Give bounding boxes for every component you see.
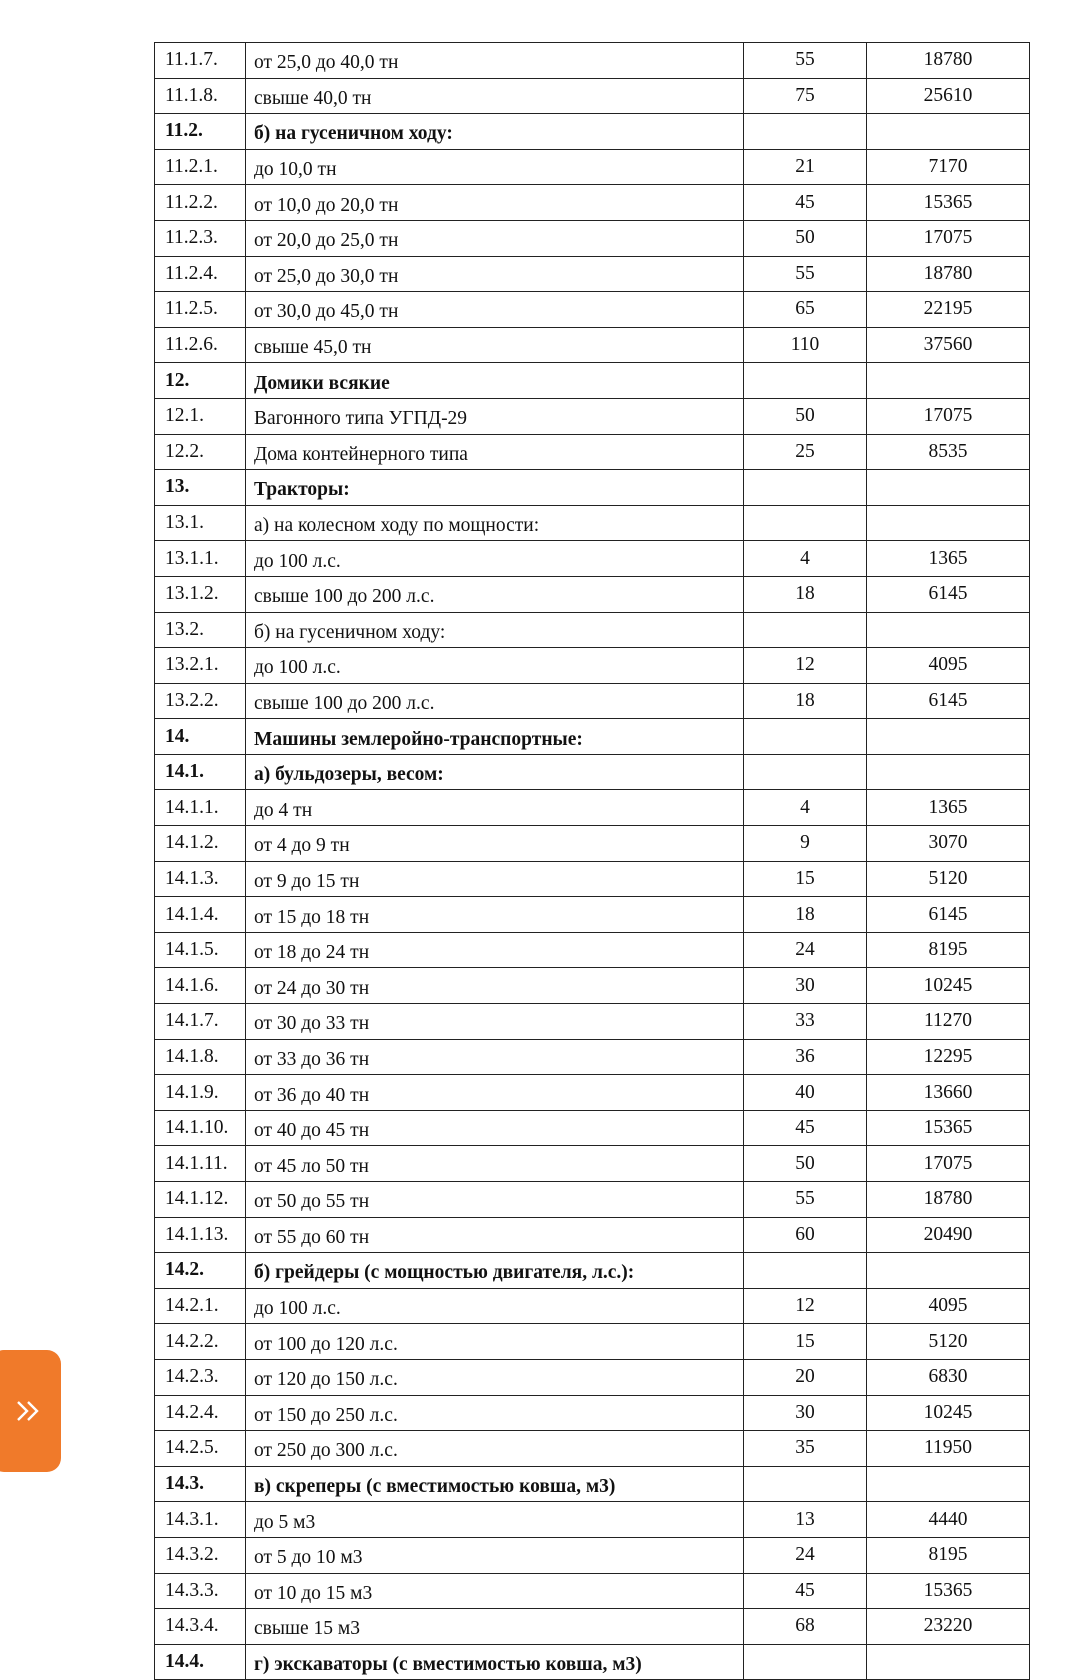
row-value-2 <box>867 363 1030 399</box>
table-row <box>155 719 1030 755</box>
row-value-2: 5120 <box>867 1324 1030 1360</box>
table-row <box>155 1324 1030 1360</box>
row-number: 14.2. <box>155 1253 246 1289</box>
row-value-1 <box>744 363 867 399</box>
row-name: от 10 до 15 м3 <box>246 1573 744 1609</box>
table-row <box>155 256 1030 292</box>
row-name: от 55 до 60 тн <box>246 1217 744 1253</box>
table-row <box>155 897 1030 933</box>
row-value-1: 30 <box>744 1395 867 1431</box>
row-number: 14.2.5. <box>155 1431 246 1467</box>
table-row <box>155 648 1030 684</box>
row-number: 14.3.2. <box>155 1537 246 1573</box>
row-name: до 10,0 тн <box>246 149 744 185</box>
row-number: 12.1. <box>155 398 246 434</box>
side-nav-tab[interactable] <box>0 1350 61 1472</box>
row-number: 14.1.6. <box>155 968 246 1004</box>
row-value-1 <box>744 470 867 506</box>
table-row <box>155 220 1030 256</box>
row-name: б) на гусеничном ходу: <box>246 612 744 648</box>
row-number: 14.1.12. <box>155 1182 246 1218</box>
row-number: 14.1.9. <box>155 1075 246 1111</box>
row-number: 13.1.2. <box>155 576 246 612</box>
row-value-2: 11270 <box>867 1004 1030 1040</box>
row-value-1 <box>744 612 867 648</box>
table-row <box>155 363 1030 399</box>
row-number: 11.2. <box>155 114 246 150</box>
table-row <box>155 861 1030 897</box>
table-row <box>155 434 1030 470</box>
row-value-2: 8195 <box>867 932 1030 968</box>
row-name: свыше 45,0 тн <box>246 327 744 363</box>
row-name: от 33 до 36 тн <box>246 1039 744 1075</box>
double-chevron-right-icon <box>14 1396 44 1426</box>
row-number: 13. <box>155 470 246 506</box>
table-row <box>155 541 1030 577</box>
row-value-2: 17075 <box>867 398 1030 434</box>
row-value-1 <box>744 114 867 150</box>
table-row <box>155 576 1030 612</box>
table-row <box>155 1466 1030 1502</box>
row-name: Машины землеройно-транспортные: <box>246 719 744 755</box>
row-value-1: 110 <box>744 327 867 363</box>
table-row <box>155 1039 1030 1075</box>
row-value-1: 4 <box>744 541 867 577</box>
row-number: 13.2. <box>155 612 246 648</box>
row-name: от 18 до 24 тн <box>246 932 744 968</box>
row-name: от 20,0 до 25,0 тн <box>246 220 744 256</box>
row-value-1: 12 <box>744 648 867 684</box>
row-value-2: 11950 <box>867 1431 1030 1467</box>
table-row <box>155 505 1030 541</box>
row-value-2 <box>867 1466 1030 1502</box>
row-value-2: 1365 <box>867 541 1030 577</box>
table-row <box>155 1609 1030 1645</box>
row-value-2: 7170 <box>867 149 1030 185</box>
row-number: 12.2. <box>155 434 246 470</box>
row-name: б) грейдеры (с мощностью двигателя, л.с.): <box>246 1253 744 1289</box>
row-number: 14.3.3. <box>155 1573 246 1609</box>
row-name: от 5 до 10 м3 <box>246 1537 744 1573</box>
table-row <box>155 1217 1030 1253</box>
row-value-2: 17075 <box>867 1146 1030 1182</box>
row-name: свыше 15 м3 <box>246 1609 744 1645</box>
row-name: б) на гусеничном ходу: <box>246 114 744 150</box>
price-table-body <box>155 43 1030 1680</box>
row-name: до 100 л.с. <box>246 1288 744 1324</box>
row-name: Домики всякие <box>246 363 744 399</box>
table-row <box>155 327 1030 363</box>
table-row <box>155 1146 1030 1182</box>
row-name: свыше 100 до 200 л.с. <box>246 683 744 719</box>
table-row <box>155 754 1030 790</box>
row-number: 14.1.8. <box>155 1039 246 1075</box>
row-value-2: 4095 <box>867 648 1030 684</box>
row-number: 14.1.5. <box>155 932 246 968</box>
row-value-1: 9 <box>744 826 867 862</box>
row-number: 14.1.2. <box>155 826 246 862</box>
row-name: до 100 л.с. <box>246 648 744 684</box>
row-name: в) скреперы (с вместимостью ковша, м3) <box>246 1466 744 1502</box>
row-value-1: 50 <box>744 398 867 434</box>
row-name: от 250 до 300 л.с. <box>246 1431 744 1467</box>
row-number: 14.2.3. <box>155 1359 246 1395</box>
row-name: от 30 до 33 тн <box>246 1004 744 1040</box>
row-value-2: 25610 <box>867 78 1030 114</box>
row-value-1: 45 <box>744 185 867 221</box>
row-value-1 <box>744 1253 867 1289</box>
row-value-1: 75 <box>744 78 867 114</box>
row-number: 14.1.11. <box>155 1146 246 1182</box>
row-name: свыше 40,0 тн <box>246 78 744 114</box>
row-value-1: 33 <box>744 1004 867 1040</box>
row-value-1: 50 <box>744 220 867 256</box>
row-number: 13.1.1. <box>155 541 246 577</box>
row-value-1 <box>744 1644 867 1680</box>
table-row <box>155 149 1030 185</box>
row-value-1 <box>744 719 867 755</box>
row-value-2 <box>867 612 1030 648</box>
row-value-2: 10245 <box>867 1395 1030 1431</box>
row-value-1: 25 <box>744 434 867 470</box>
row-number: 14.3. <box>155 1466 246 1502</box>
row-name: от 50 до 55 тн <box>246 1182 744 1218</box>
row-number: 11.2.3. <box>155 220 246 256</box>
row-number: 13.2.2. <box>155 683 246 719</box>
table-row <box>155 1537 1030 1573</box>
row-number: 11.2.6. <box>155 327 246 363</box>
row-value-2 <box>867 1644 1030 1680</box>
row-name: от 45 ло 50 тн <box>246 1146 744 1182</box>
row-value-2: 1365 <box>867 790 1030 826</box>
row-value-1: 18 <box>744 683 867 719</box>
table-row <box>155 1431 1030 1467</box>
row-value-1: 36 <box>744 1039 867 1075</box>
row-value-1: 18 <box>744 576 867 612</box>
row-value-1 <box>744 505 867 541</box>
row-name: от 150 до 250 л.с. <box>246 1395 744 1431</box>
row-value-1: 12 <box>744 1288 867 1324</box>
table-row <box>155 292 1030 328</box>
row-number: 11.2.1. <box>155 149 246 185</box>
row-value-2: 10245 <box>867 968 1030 1004</box>
row-name: от 100 до 120 л.с. <box>246 1324 744 1360</box>
table-row <box>155 1253 1030 1289</box>
row-name: от 15 до 18 тн <box>246 897 744 933</box>
row-value-1 <box>744 1466 867 1502</box>
row-value-1: 30 <box>744 968 867 1004</box>
row-name: от 4 до 9 тн <box>246 826 744 862</box>
row-name: Вагонного типа УГПД-29 <box>246 398 744 434</box>
row-number: 13.2.1. <box>155 648 246 684</box>
row-value-1: 35 <box>744 1431 867 1467</box>
row-value-1: 13 <box>744 1502 867 1538</box>
row-value-2: 4095 <box>867 1288 1030 1324</box>
table-row <box>155 1075 1030 1111</box>
row-value-1: 60 <box>744 1217 867 1253</box>
row-value-2: 8195 <box>867 1537 1030 1573</box>
row-value-1: 21 <box>744 149 867 185</box>
table-row <box>155 1395 1030 1431</box>
row-value-2 <box>867 114 1030 150</box>
table-row <box>155 1573 1030 1609</box>
row-value-2: 37560 <box>867 327 1030 363</box>
row-number: 11.1.8. <box>155 78 246 114</box>
row-name: г) экскаваторы (с вместимостью ковша, м3) <box>246 1644 744 1680</box>
row-value-2: 18780 <box>867 43 1030 79</box>
row-number: 14.4. <box>155 1644 246 1680</box>
table-row <box>155 968 1030 1004</box>
row-value-1: 55 <box>744 256 867 292</box>
table-row <box>155 932 1030 968</box>
row-value-2: 18780 <box>867 256 1030 292</box>
table-row <box>155 683 1030 719</box>
row-value-2: 5120 <box>867 861 1030 897</box>
row-value-1: 68 <box>744 1609 867 1645</box>
row-name: до 100 л.с. <box>246 541 744 577</box>
row-number: 14.1.10. <box>155 1110 246 1146</box>
row-value-1: 65 <box>744 292 867 328</box>
row-value-1: 40 <box>744 1075 867 1111</box>
row-value-2 <box>867 505 1030 541</box>
row-value-1: 18 <box>744 897 867 933</box>
row-number: 14. <box>155 719 246 755</box>
table-row <box>155 826 1030 862</box>
row-value-2 <box>867 719 1030 755</box>
row-value-2: 15365 <box>867 1110 1030 1146</box>
row-name: а) бульдозеры, весом: <box>246 754 744 790</box>
row-name: от 24 до 30 тн <box>246 968 744 1004</box>
row-number: 11.2.4. <box>155 256 246 292</box>
row-number: 14.1.1. <box>155 790 246 826</box>
table-row <box>155 114 1030 150</box>
row-number: 14.2.4. <box>155 1395 246 1431</box>
row-number: 13.1. <box>155 505 246 541</box>
table-row <box>155 612 1030 648</box>
row-value-2: 3070 <box>867 826 1030 862</box>
row-value-1: 15 <box>744 861 867 897</box>
row-value-2: 6145 <box>867 897 1030 933</box>
row-name: от 10,0 до 20,0 тн <box>246 185 744 221</box>
row-number: 14.1.3. <box>155 861 246 897</box>
table-row <box>155 790 1030 826</box>
row-name: а) на колесном ходу по мощности: <box>246 505 744 541</box>
row-number: 14.3.4. <box>155 1609 246 1645</box>
row-value-1: 24 <box>744 1537 867 1573</box>
row-value-1 <box>744 754 867 790</box>
row-value-1: 24 <box>744 932 867 968</box>
table-row <box>155 1359 1030 1395</box>
row-value-2 <box>867 754 1030 790</box>
row-name: Тракторы: <box>246 470 744 506</box>
row-number: 12. <box>155 363 246 399</box>
row-value-2: 17075 <box>867 220 1030 256</box>
table-row <box>155 1182 1030 1218</box>
table-row <box>155 470 1030 506</box>
row-number: 14.2.2. <box>155 1324 246 1360</box>
row-number: 14.2.1. <box>155 1288 246 1324</box>
row-name: до 4 тн <box>246 790 744 826</box>
row-value-2: 12295 <box>867 1039 1030 1075</box>
row-number: 14.1. <box>155 754 246 790</box>
row-name: до 5 м3 <box>246 1502 744 1538</box>
row-name: от 36 до 40 тн <box>246 1075 744 1111</box>
row-value-1: 4 <box>744 790 867 826</box>
row-value-2: 18780 <box>867 1182 1030 1218</box>
row-name: от 120 до 150 л.с. <box>246 1359 744 1395</box>
row-value-2: 4440 <box>867 1502 1030 1538</box>
row-name: от 40 до 45 тн <box>246 1110 744 1146</box>
table-row <box>155 185 1030 221</box>
row-number: 14.3.1. <box>155 1502 246 1538</box>
row-value-2: 22195 <box>867 292 1030 328</box>
row-value-2: 8535 <box>867 434 1030 470</box>
row-value-1: 50 <box>744 1146 867 1182</box>
table-row <box>155 1110 1030 1146</box>
row-value-2: 6145 <box>867 576 1030 612</box>
row-value-2 <box>867 470 1030 506</box>
row-value-1: 45 <box>744 1573 867 1609</box>
row-name: от 25,0 до 40,0 тн <box>246 43 744 79</box>
row-number: 14.1.4. <box>155 897 246 933</box>
row-name: от 30,0 до 45,0 тн <box>246 292 744 328</box>
row-number: 11.1.7. <box>155 43 246 79</box>
table-row <box>155 1004 1030 1040</box>
row-value-1: 55 <box>744 1182 867 1218</box>
row-value-1: 55 <box>744 43 867 79</box>
row-value-2 <box>867 1253 1030 1289</box>
table-row <box>155 78 1030 114</box>
row-name: от 25,0 до 30,0 тн <box>246 256 744 292</box>
row-number: 14.1.7. <box>155 1004 246 1040</box>
row-value-1: 15 <box>744 1324 867 1360</box>
price-table <box>154 42 1030 1680</box>
row-number: 11.2.5. <box>155 292 246 328</box>
row-value-2: 6830 <box>867 1359 1030 1395</box>
table-row <box>155 1644 1030 1680</box>
table-row <box>155 1288 1030 1324</box>
row-value-2: 15365 <box>867 185 1030 221</box>
row-value-1: 20 <box>744 1359 867 1395</box>
row-value-2: 23220 <box>867 1609 1030 1645</box>
table-row <box>155 1502 1030 1538</box>
table-row <box>155 43 1030 79</box>
row-name: свыше 100 до 200 л.с. <box>246 576 744 612</box>
row-name: Дома контейнерного типа <box>246 434 744 470</box>
table-row <box>155 398 1030 434</box>
row-value-2: 6145 <box>867 683 1030 719</box>
row-value-1: 45 <box>744 1110 867 1146</box>
row-name: от 9 до 15 тн <box>246 861 744 897</box>
row-value-2: 15365 <box>867 1573 1030 1609</box>
row-number: 11.2.2. <box>155 185 246 221</box>
row-value-2: 13660 <box>867 1075 1030 1111</box>
row-value-2: 20490 <box>867 1217 1030 1253</box>
row-number: 14.1.13. <box>155 1217 246 1253</box>
